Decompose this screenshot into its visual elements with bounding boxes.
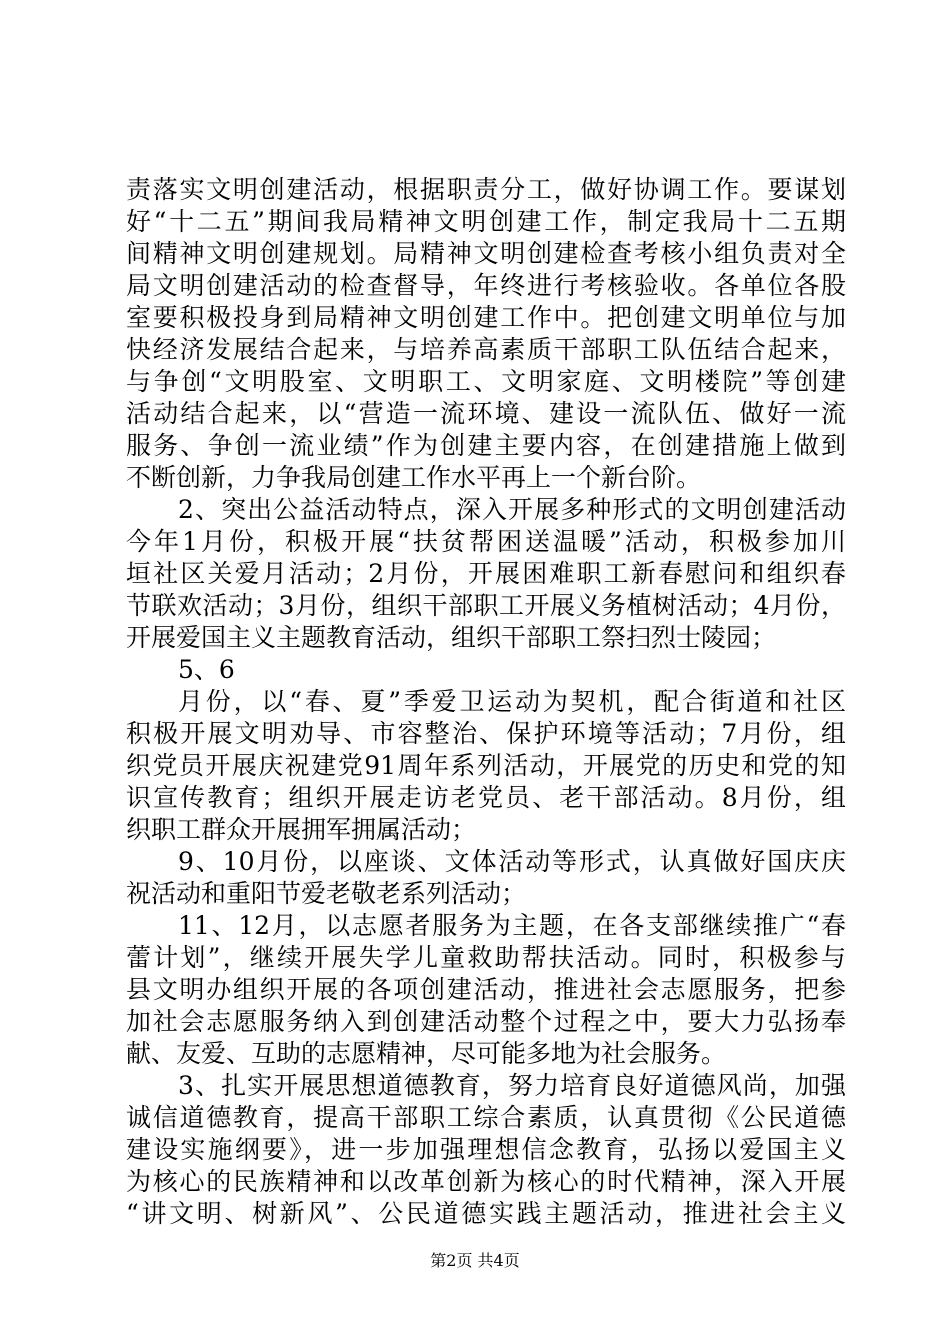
text-line: 室要积极投身到局精神文明创建工作中。把创建文明单位与加 <box>126 303 846 332</box>
text-line: “讲文明、树新风”、公民道德实践主题活动，推进社会主义 <box>126 1199 846 1228</box>
text-line: 与争创“文明股室、文明职工、文明家庭、文明楼院”等创建 <box>126 367 846 396</box>
text-line: 间精神文明创建规划。局精神文明创建检查考核小组负责对全 <box>126 239 846 268</box>
body-text <box>126 174 846 1230</box>
text-line: 加社会志愿服务纳入到创建活动整个过程之中，要大力弘扬奉 <box>126 1007 846 1036</box>
text-line: 快经济发展结合起来，与培养高素质干部职工队伍结合起来， <box>126 335 846 364</box>
text-line: 为核心的民族精神和以改革创新为核心的时代精神，深入开展 <box>126 1167 846 1196</box>
text-line: 识宣传教育；组织开展走访老党员、老干部活动。8月份，组 <box>126 783 846 812</box>
text-line: 积极开展文明劝导、市容整治、保护环境等活动；7月份，组 <box>126 719 846 748</box>
text-line: 开展爱国主义主题教育活动，组织干部职工祭扫烈士陵园； <box>126 623 777 652</box>
text-line: 3、扎实开展思想道德教育，努力培育良好道德风尚，加强 <box>178 1071 846 1100</box>
text-line: 县文明办组织开展的各项创建活动，推进社会志愿服务，把参 <box>126 975 846 1004</box>
text-line: 祝活动和重阳节爱老敬老系列活动； <box>126 879 527 908</box>
text-line: 织职工群众开展拥军拥属活动； <box>126 815 477 844</box>
text-line: 垣社区关爱月活动；2月份，开展困难职工新春慰问和组织春 <box>126 559 846 588</box>
text-line: 建设实施纲要》，进一步加强理想信念教育，弘扬以爱国主义 <box>126 1135 846 1164</box>
text-line: 局文明创建活动的检查督导，年终进行考核验收。各单位各股 <box>126 271 846 300</box>
text-line: 不断创新，力争我局创建工作水平再上一个新台阶。 <box>126 463 702 492</box>
text-line: 献、友爱、互助的志愿精神，尽可能多地为社会服务。 <box>126 1039 727 1068</box>
text-line: 9、10月份，以座谈、文体活动等形式，认真做好国庆庆 <box>178 847 846 876</box>
text-line: 好“十二五”期间我局精神文明创建工作，制定我局十二五期 <box>126 207 846 236</box>
text-line: 服务、争创一流业绩”作为创建主要内容，在创建措施上做到 <box>126 431 846 460</box>
text-line: 织党员开展庆祝建党91周年系列活动，开展党的历史和党的知 <box>126 751 846 780</box>
text-line: 2、突出公益活动特点，深入开展多种形式的文明创建活动 <box>178 495 846 524</box>
text-line: 蕾计划”，继续开展失学儿童救助帮扶活动。同时，积极参与 <box>126 943 846 972</box>
text-line: 责落实文明创建活动，根据职责分工，做好协调工作。要谋划 <box>126 175 846 204</box>
text-line: 月份，以“春、夏”季爱卫运动为契机，配合街道和社区 <box>178 687 846 716</box>
text-line: 活动结合起来，以“营造一流环境、建设一流队伍、做好一流 <box>126 399 846 428</box>
page-number-footer: 第2页 共4页 <box>430 1251 520 1270</box>
text-line: 诚信道德教育，提高干部职工综合素质，认真贯彻《公民道德 <box>126 1103 846 1132</box>
text-line: 今年1月份，积极开展“扶贫帮困送温暖”活动，积极参加川 <box>126 527 846 556</box>
text-line: 5、6 <box>178 655 235 684</box>
text-line: 11、12月，以志愿者服务为主题，在各支部继续推广“春 <box>178 911 846 940</box>
text-line: 节联欢活动；3月份，组织干部职工开展义务植树活动；4月份， <box>126 591 846 620</box>
